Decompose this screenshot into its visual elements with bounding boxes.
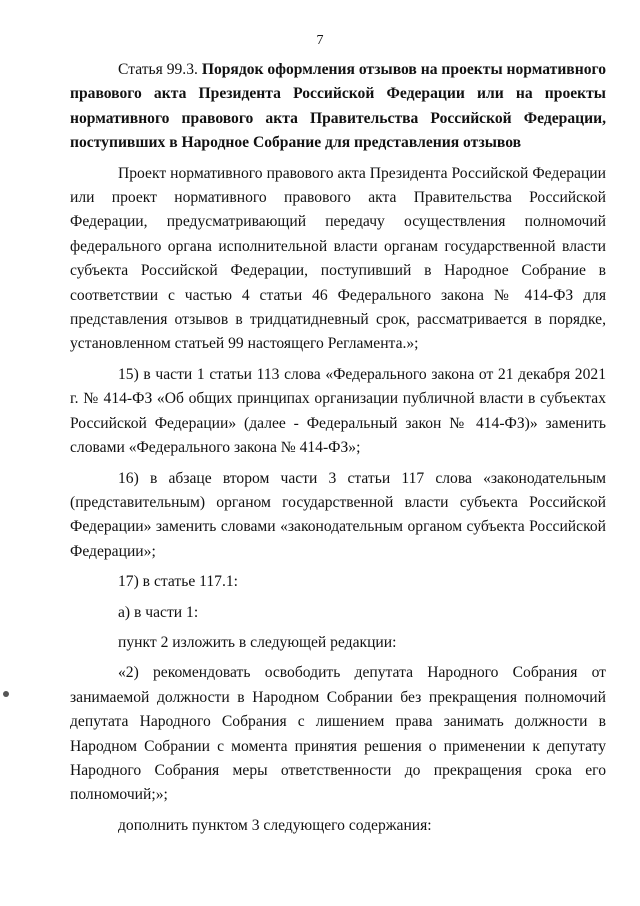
- paragraph-item-15: 15) в части 1 статьи 113 слова «Федерального закона от 21 декабря 2021 г. № 414-ФЗ «Об общих принципах организации публичной власти в субъектах Российской Федерации» (далее - Федеральный закон № 414-ФЗ)» заменить словами «Федерального закона № 414-ФЗ»;: [70, 365, 606, 457]
- article-heading-title: Порядок оформления отзывов на проекты нормативного правового акта Президента Российской Федерации или на проекты нормативного правового акта Правительства Российской Федерации, поступивших в Народное Собрание для представления отзывов: [70, 61, 606, 152]
- article-heading-prefix: Статья 99.3.: [118, 61, 202, 78]
- paragraph-point-3-intro: дополнить пунктом 3 следующего содержания:: [118, 816, 432, 834]
- paragraph-point-2-text: «2) рекомендовать освободить депутата Народного Собрания от занимаемой должности в Народном Собрании без прекращения полномочий депутата Народного Собрания с лишением права занимать должности в Народном Собрании с момента принятия решения о применении к депутату Народного Собрания меры ответственности до прекращения срока его полномочий;»;: [70, 664, 606, 804]
- page-number: 7: [316, 33, 324, 48]
- paragraph-article-body: Проект нормативного правового акта Президента Российской Федерации или проект нормативного правового акта Правительства Российской Федерации, предусматривающий передачу осуществления полномочий федерального органа исполнительной власти органам государственной власти субъекта Российской Федерации, поступивший в Народное Собрание в соответствии с частью 4 статьи 46 Федерального закона № 414-ФЗ для представления отзывов в тридцатидневный срок, рассматривается в порядке, установленном статьей 99 настоящего Регламента.»;: [70, 164, 606, 353]
- paragraph-point-2-intro: пункт 2 изложить в следующей редакции:: [118, 633, 397, 651]
- paragraph-subitem-a: а) в части 1:: [118, 603, 199, 621]
- article-heading: [70, 58, 606, 156]
- document-body: [70, 58, 606, 838]
- paragraph-item-16: 16) в абзаце втором части 3 статьи 117 слова «законодательным (представительным) органом государственной власти субъекта Российской Федерации» заменить словами «законодательным органом субъекта Российской Федерации»;: [70, 469, 606, 560]
- paragraph-item-17: 17) в статье 117.1:: [118, 573, 238, 591]
- scan-dot: [3, 691, 9, 697]
